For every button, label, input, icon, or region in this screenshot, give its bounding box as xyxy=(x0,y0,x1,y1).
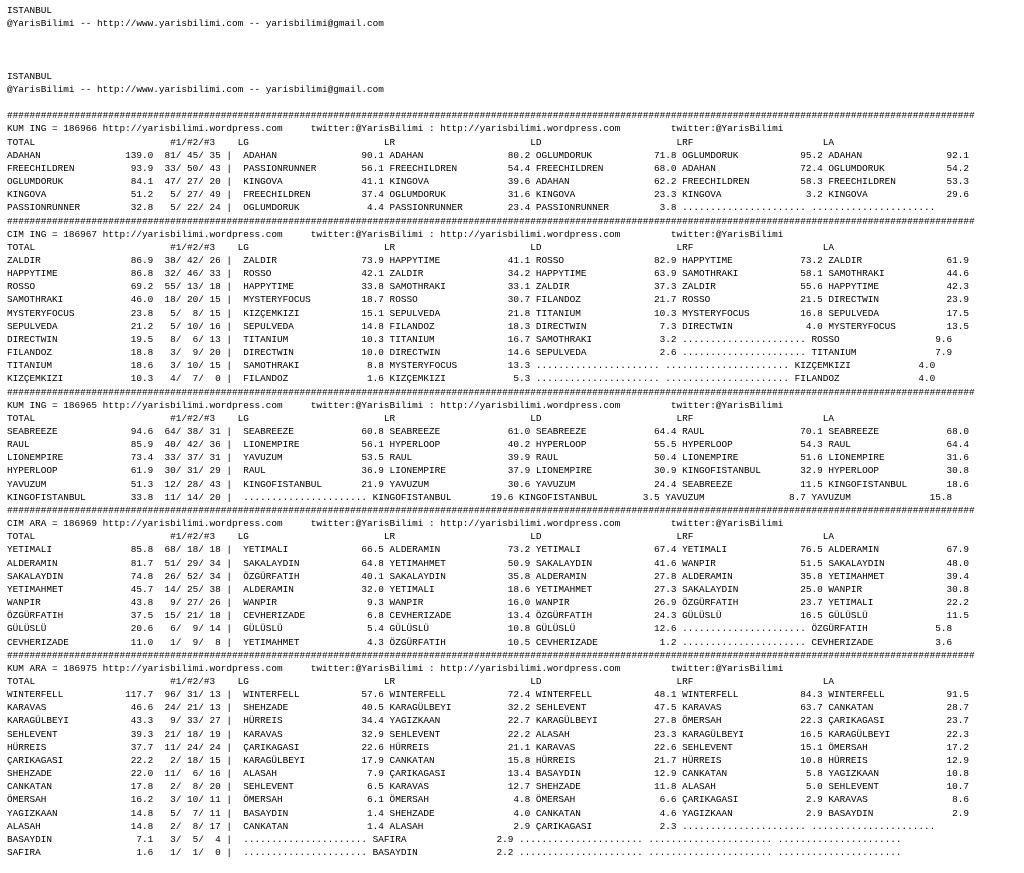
table-row: ROSSO 69.2 55/ 13/ 18 | HAPPYTIME 33.8 SAMOTHRAKI 33.1 ZALDIR 37.3 ZALDIR 55.6 HAPPYTIME 42.3 xyxy=(7,281,970,293)
table-row: KIZÇEMKIZI 10.3 4/ 7/ 0 | FILANDOZ 1.6 KIZÇEMKIZI 5.3 ...................... ...................... FILANDOZ 4.0 xyxy=(7,373,936,385)
city-title: ISTANBUL xyxy=(7,5,53,16)
table-row: TITANIUM 18.6 3/ 10/ 15 | SAMOTHRAKI 8.8 MYSTERYFOCUS 13.3 ...................... ...................... KIZÇEMKIZI 4.0 xyxy=(7,360,936,372)
table-row: BASAYDIN 7.1 3/ 5/ 4 | ...................... SAFIRA 2.9 ...................... ...................... ...................... xyxy=(7,833,902,845)
table-row: KARAVAS 46.6 24/ 21/ 13 | SHEHZADE 40.5 KARAGÜLBEYI 32.2 SEHLEVENT 47.5 KARAVAS 63.7 CANKATAN 28.7 xyxy=(7,702,970,714)
table-row: ÇARIKAGASI 22.2 2/ 18/ 15 | KARAGÜLBEYI 17.9 CANKATAN 15.8 HÜRREIS 21.7 HÜRREIS 10.8 HÜRREIS 12.9 xyxy=(7,754,970,766)
separator-line: ############################################################################################################################################################################ xyxy=(7,215,975,227)
table-row: PASSIONRUNNER 32.8 5/ 22/ 24 | OGLUMDORUK 4.4 PASSIONRUNNER 23.4 PASSIONRUNNER 3.8 ...................... ...................... xyxy=(7,202,936,214)
contact-line: @YarisBilimi -- http://www.yarisbilimi.com -- yarisbilimi@gmail.com xyxy=(7,83,384,95)
table-row: DIRECTWIN 19.5 8/ 6/ 13 | TITANIUM 10.3 TITANIUM 16.7 SAMOTHRAKI 3.2 ...................... ROSSO 9.6 xyxy=(7,333,953,345)
table-row: MYSTERYFOCUS 23.8 5/ 8/ 15 | KIZÇEMKIZI 15.1 SEPULVEDA 21.8 TITANIUM 10.3 MYSTERYFOCUS 16.8 SEPULVEDA 17.5 xyxy=(7,307,970,319)
table-row: ZALDIR 86.9 38/ 42/ 26 | ZALDIR 73.9 HAPPYTIME 41.1 ROSSO 82.9 HAPPYTIME 73.2 ZALDIR 61.9 xyxy=(7,254,970,266)
table-row: CEVHERIZADE 11.0 1/ 9/ 8 | YETIMAHMET 4.3 ÖZGÜRFATIH 10.5 CEVHERIZADE 1.2 ...................... CEVHERIZADE 3.6 xyxy=(7,636,953,648)
table-row: WANPIR 43.8 9/ 27/ 26 | WANPIR 9.3 WANPIR 16.0 WANPIR 26.9 ÖZGÜRFATIH 23.7 YETIMALI 22.2 xyxy=(7,597,970,609)
table-row: LIONEMPIRE 73.4 33/ 37/ 31 | YAVUZUM 53.5 RAUL 39.9 RAUL 50.4 LIONEMPIRE 51.6 LIONEMPIRE 31.6 xyxy=(7,452,970,464)
city-title: ISTANBUL xyxy=(7,70,53,82)
table-row: ÖMERSAH 16.2 3/ 10/ 11 | ÖMERSAH 6.1 ÖMERSAH 4.8 ÖMERSAH 6.6 ÇARIKAGASI 2.9 KARAVAS 8.6 xyxy=(7,794,970,806)
table-row: SEHLEVENT 39.3 21/ 18/ 19 | KARAVAS 32.9 SEHLEVENT 22.2 ALASAH 23.3 KARAGÜLBEYI 16.5 KARAGÜLBEYI 22.3 xyxy=(7,728,970,740)
table-row: FREECHILDREN 93.9 33/ 50/ 43 | PASSIONRUNNER 56.1 FREECHILDREN 54.4 FREECHILDREN 68.0 ADAHAN 72.4 OGLUMDORUK 54.2 xyxy=(7,162,970,174)
table-row: GÜLÜSLÜ 20.6 6/ 9/ 14 | GÜLÜSLÜ 5.4 GÜLÜSLÜ 10.8 GÜLÜSLÜ 12.6 ...................... ÖZGÜRFATIH 5.8 xyxy=(7,623,953,635)
table-row: HYPERLOOP 61.9 30/ 31/ 29 | RAUL 36.9 LIONEMPIRE 37.9 LIONEMPIRE 30.9 KINGOFISTANBUL 32.9 HYPERLOOP 30.8 xyxy=(7,465,970,477)
table-row: YAGIZKAAN 14.8 5/ 7/ 11 | BASAYDIN 1.4 SHEHZADE 4.0 CANKATAN 4.6 YAGIZKAAN 2.9 BASAYDIN 2.9 xyxy=(7,807,970,819)
column-header-line: TOTAL #1/#2/#3 LG LR LD LRF LA xyxy=(7,531,835,543)
race-header-line: KUM ARA = 186975 http://yarisbilimi.wordpress.com twitter:@YarisBilimi : http://yarisbilimi.wordpress.com twitter:@YarisBilimi xyxy=(7,662,784,674)
column-header-line: TOTAL #1/#2/#3 LG LR LD LRF LA xyxy=(7,675,835,687)
table-row: FILANDOZ 18.8 3/ 9/ 20 | DIRECTWIN 10.0 DIRECTWIN 14.6 SEPULVEDA 2.6 ...................... TITANIUM 7.9 xyxy=(7,347,953,359)
separator-line: ############################################################################################################################################################################ xyxy=(7,386,975,398)
table-row: HAPPYTIME 86.8 32/ 46/ 33 | ROSSO 42.1 ZALDIR 34.2 HAPPYTIME 63.9 SAMOTHRAKI 58.1 SAMOTHRAKI 44.6 xyxy=(7,268,970,280)
race-header-line: KUM ING = 186966 http://yarisbilimi.wordpress.com twitter:@YarisBilimi : http://yarisbilimi.wordpress.com twitter:@YarisBilimi xyxy=(7,123,784,135)
column-header-line: TOTAL #1/#2/#3 LG LR LD LRF LA xyxy=(7,412,835,424)
race-header-line: CIM ARA = 186969 http://yarisbilimi.wordpress.com twitter:@YarisBilimi : http://yarisbilimi.wordpress.com twitter:@YarisBilimi xyxy=(7,518,784,530)
table-row: SAKALAYDIN 74.8 26/ 52/ 34 | ÖZGÜRFATIH 40.1 SAKALAYDIN 35.8 ALDERAMIN 27.8 ALDERAMIN 35.8 YETIMAHMET 39.4 xyxy=(7,570,970,582)
table-row: ALDERAMIN 81.7 51/ 29/ 34 | SAKALAYDIN 64.8 YETIMAHMET 50.9 SAKALAYDIN 41.6 WANPIR 51.5 SAKALAYDIN 48.0 xyxy=(7,557,970,569)
column-header-line: TOTAL #1/#2/#3 LG LR LD LRF LA xyxy=(7,136,835,148)
table-row: SAFIRA 1.6 1/ 1/ 0 | ...................... BASAYDIN 2.2 ...................... ...................... ...................... xyxy=(7,847,902,858)
table-row: ADAHAN 139.0 81/ 45/ 35 | ADAHAN 90.1 ADAHAN 80.2 OGLUMDORUK 71.8 OGLUMDORUK 95.2 ADAHAN 92.1 xyxy=(7,149,970,161)
separator-line: ############################################################################################################################################################################ xyxy=(7,504,975,516)
column-header-line: TOTAL #1/#2/#3 LG LR LD LRF LA xyxy=(7,241,835,253)
table-row: KARAGÜLBEYI 43.3 9/ 33/ 27 | HÜRREIS 34.4 YAGIZKAAN 22.7 KARAGÜLBEYI 27.8 ÖMERSAH 22.3 ÇARIKAGASI 23.7 xyxy=(7,715,970,727)
table-row: ÖZGÜRFATIH 37.5 15/ 21/ 18 | CEVHERIZADE 6.8 CEVHERIZADE 13.4 ÖZGÜRFATIH 24.3 GÜLÜSLÜ 16.5 GÜLÜSLÜ 11.5 xyxy=(7,610,970,622)
table-row: YAVUZUM 51.3 12/ 28/ 43 | KINGOFISTANBUL 21.9 YAVUZUM 30.6 YAVUZUM 24.4 SEABREEZE 11.5 KINGOFISTANBUL 18.6 xyxy=(7,478,970,490)
race-header-line: CIM ING = 186967 http://yarisbilimi.wordpress.com twitter:@YarisBilimi : http://yarisbilimi.wordpress.com twitter:@YarisBilimi xyxy=(7,228,784,240)
table-row: WINTERFELL 117.7 96/ 31/ 13 | WINTERFELL 57.6 WINTERFELL 72.4 WINTERFELL 48.1 WINTERFELL 84.3 WINTERFELL 91.5 xyxy=(7,689,970,701)
table-row: ALASAH 14.8 2/ 8/ 17 | CANKATAN 1.4 ALASAH 2.9 ÇARIKAGASI 2.3 ...................... ...................... xyxy=(7,820,936,832)
table-row: SHEHZADE 22.0 11/ 6/ 16 | ALASAH 7.9 ÇARIKAGASI 13.4 BASAYDIN 12.9 CANKATAN 5.8 YAGIZKAAN 10.8 xyxy=(7,768,970,780)
table-row: KINGOFISTANBUL 33.8 11/ 14/ 20 | ...................... KINGOFISTANBUL 19.6 KINGOFISTANBUL 3.5 YAVUZUM 8.7 YAVUZUM 15.8 xyxy=(7,491,953,503)
table-row: SEPULVEDA 21.2 5/ 10/ 16 | SEPULVEDA 14.8 FILANDOZ 18.3 DIRECTWIN 7.3 DIRECTWIN 4.0 MYSTERYFOCUS 13.5 xyxy=(7,320,970,332)
table-row: OGLUMDORUK 84.1 47/ 27/ 20 | KINGOVA 41.1 KINGOVA 39.6 ADAHAN 62.2 FREECHILDREN 58.3 FREECHILDREN 53.3 xyxy=(7,176,970,188)
table-row: SEABREEZE 94.6 64/ 38/ 31 | SEABREEZE 60.8 SEABREEZE 61.0 SEABREEZE 64.4 RAUL 70.1 SEABREEZE 68.0 xyxy=(7,426,970,437)
table-row: YETIMALI 85.8 68/ 18/ 18 | YETIMALI 66.5 ALDERAMIN 73.2 YETIMALI 67.4 YETIMALI 76.5 ALDERAMIN 67.9 xyxy=(7,544,970,556)
table-row: CANKATAN 17.8 2/ 8/ 20 | SEHLEVENT 6.5 KARAVAS 12.7 SHEHZADE 11.8 ALASAH 5.0 SEHLEVENT 10.7 xyxy=(7,781,970,793)
separator-line: ############################################################################################################################################################################ xyxy=(7,649,975,661)
contact-line: @YarisBilimi -- http://www.yarisbilimi.com -- yarisbilimi@gmail.com xyxy=(7,18,384,30)
table-row: RAUL 85.9 40/ 42/ 36 | LIONEMPIRE 56.1 HYPERLOOP 40.2 HYPERLOOP 55.5 HYPERLOOP 54.3 RAUL 64.4 xyxy=(7,439,970,451)
race-header-line: KUM ING = 186965 http://yarisbilimi.wordpress.com twitter:@YarisBilimi : http://yarisbilimi.wordpress.com twitter:@YarisBilimi xyxy=(7,399,784,411)
table-row: KINGOVA 51.2 5/ 27/ 49 | FREECHILDREN 37.4 OGLUMDORUK 31.6 KINGOVA 23.3 KINGOVA 3.2 KINGOVA 29.6 xyxy=(7,189,970,201)
table-row: SAMOTHRAKI 46.0 18/ 20/ 15 | MYSTERYFOCUS 18.7 ROSSO 30.7 FILANDOZ 21.7 ROSSO 21.5 DIRECTWIN 23.9 xyxy=(7,294,970,306)
separator-line: ############################################################################################################################################################################ xyxy=(7,110,975,122)
table-row: YETIMAHMET 45.7 14/ 25/ 38 | ALDERAMIN 32.0 YETIMALI 18.6 YETIMAHMET 27.3 SAKALAYDIN 25.0 WANPIR 30.8 xyxy=(7,583,970,595)
table-row: HÜRREIS 37.7 11/ 24/ 24 | ÇARIKAGASI 22.6 HÜRREIS 21.1 KARAVAS 22.6 SEHLEVENT 15.1 ÖMERSAH 17.2 xyxy=(7,741,970,753)
